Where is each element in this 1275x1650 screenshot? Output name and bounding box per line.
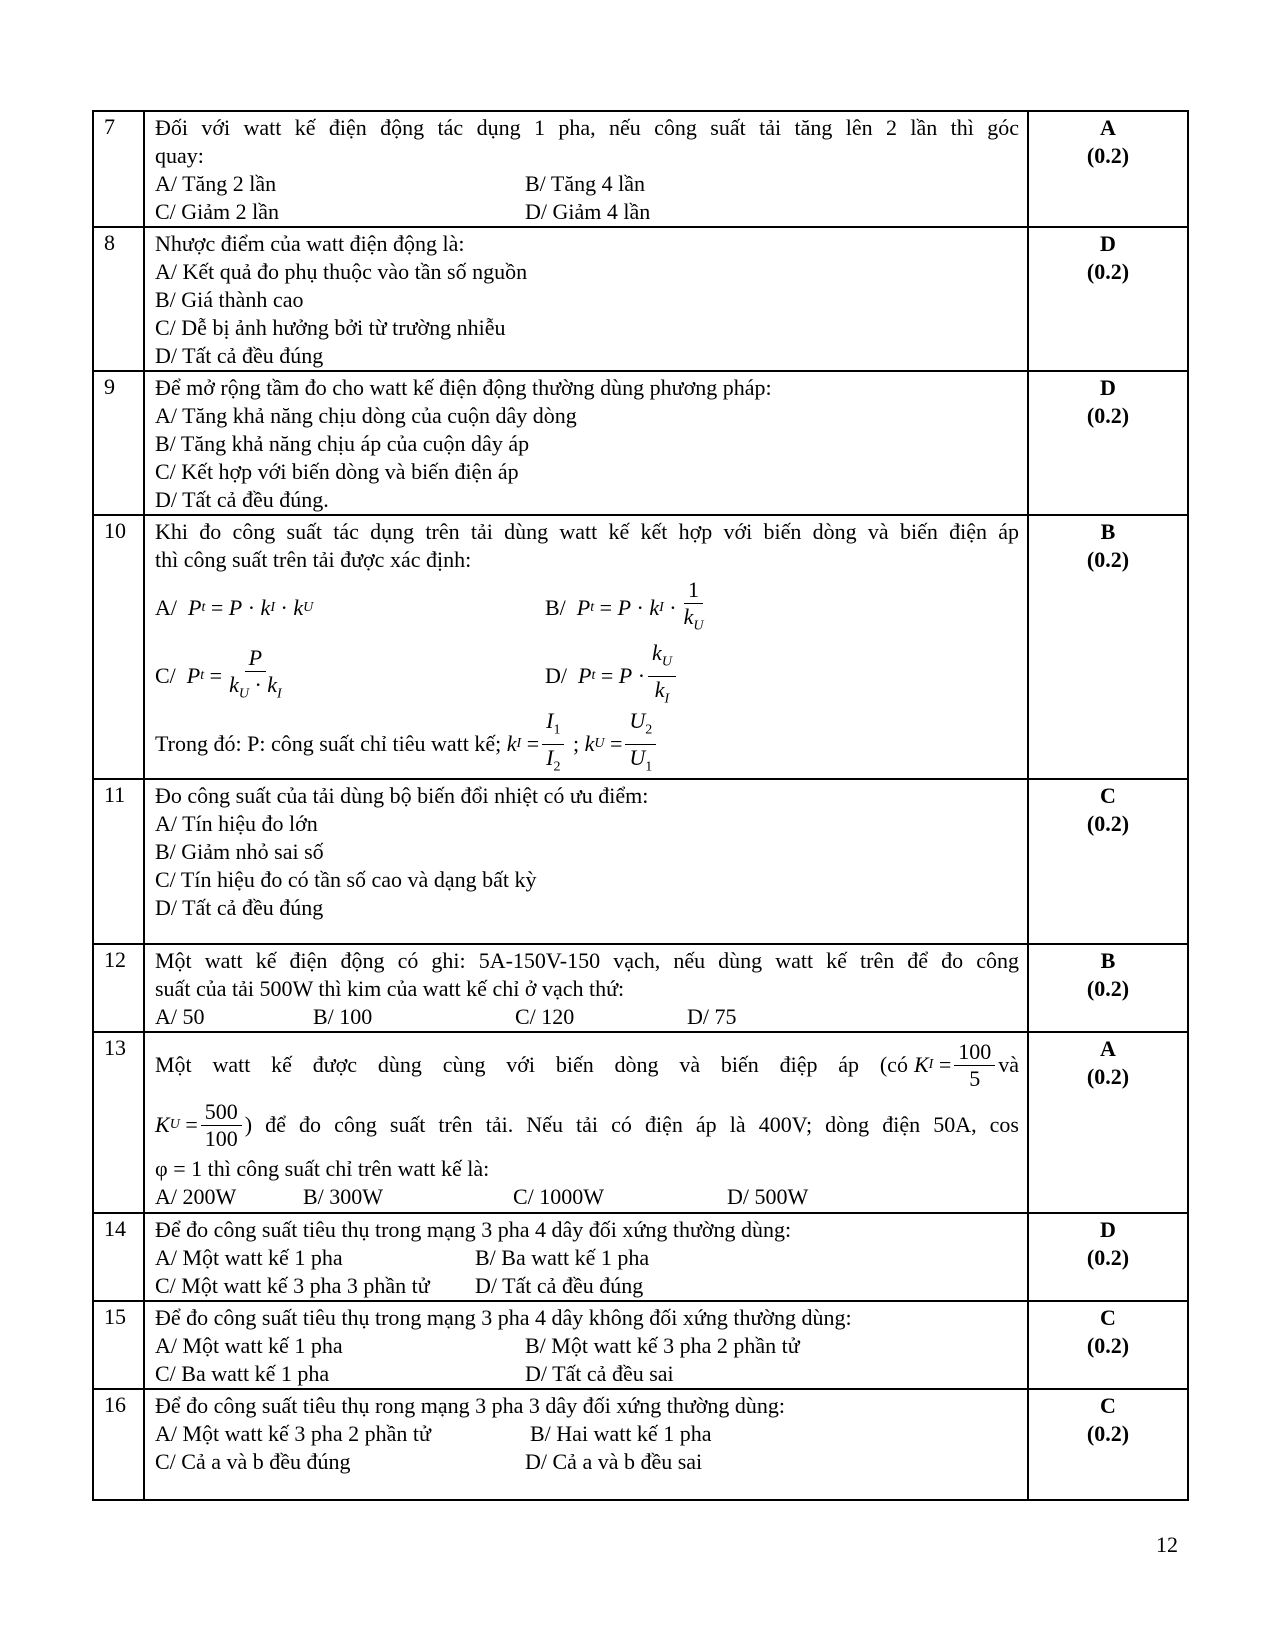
question-row <box>93 1301 1188 1389</box>
formula-b: P t = P · k I · $\frac{1}{k_U}$ <box>576 576 704 634</box>
question-row <box>93 371 1188 515</box>
question-number: 16 <box>93 1389 144 1500</box>
question-content: Một watt kế điện động có ghi: 5A-150V-150 vạch, nếu dùng watt kế trên để đo công suất của tải 500W thì kim của watt kế chỉ ở vạch thứ: A/ 50 B/ 100 C/ 120 D/ 75 <box>144 944 1028 1032</box>
question-number: 14 <box>93 1213 144 1301</box>
question-content: Nhược điểm của watt điện động là: A/ Kết quả đo phụ thuộc vào tần số nguồn B/ Giá thành cao C/ Dễ bị ảnh hưởng bởi từ trường nhiễu D/ Tất cả đều đúng <box>144 227 1028 371</box>
question-row <box>93 227 1188 371</box>
question-content: Để mở rộng tầm đo cho watt kế điện động thường dùng phương pháp: A/ Tăng khả năng chịu dòng của cuộn dây dòng B/ Tăng khả năng chịu áp của cuộn dây áp C/ Kết hợp với biến dòng và biến điện áp D/ Tất cả đều đúng. <box>144 371 1028 515</box>
question-content: Để đo công suất tiêu thụ trong mạng 3 pha 4 dây không đối xứng thường dùng: A/ Một watt kế 1 pha B/ Một watt kế 3 pha 2 phần tử C/ Ba watt kế 1 pha D/ Tất cả đều sai <box>144 1301 1028 1389</box>
question-row <box>93 1032 1188 1213</box>
question-content: Khi đo công suất tác dụng trên tải dùng watt kế kết hợp với biến dòng và biến điện áp thì công suất trên tải được xác định: A/ P t = P · k I · k U B/ P t = P · k I · $\frac{1}{k_U}$ C/ P t = $\frac{P}{k_U \cdot k_I}$ D/ P t = P · $\frac{k_U}{k_I}$ Trong đó: P: công suất chỉ tiêu watt kế; k I = $\frac{I_1}{I_2}$ ; k U = $\frac{U_2}{U_1}$ <box>144 515 1028 779</box>
question-content: Một watt kế được dùng cùng với biến dòng và biến điệp áp (có K I = $\frac{100}{5}$ và K U = $\frac{500}{100}$ ) để đo công suất trên tải. Nếu tải có điện áp là 400V; dòng điện 50A, cos φ = 1 thì công suất chỉ trên watt kế là: A/ 200W B/ 300W C/ 1000W D/ 500W <box>144 1032 1028 1213</box>
formula-c: P t = $\frac{P}{k_U \cdot k_I}$ <box>186 644 282 702</box>
question-content: Đo công suất của tải dùng bộ biến đổi nhiệt có ưu điểm: A/ Tín hiệu đo lớn B/ Giảm nhỏ sai số C/ Tín hiệu đo có tần số cao và dạng bất kỳ D/ Tất cả đều đúng <box>144 779 1028 944</box>
question-number: 9 <box>93 371 144 515</box>
question-content: Để đo công suất tiêu thụ rong mạng 3 pha 3 dây đối xứng thường dùng: A/ Một watt kế 3 pha 2 phần tử B/ Hai watt kế 1 pha C/ Cả a và b đều đúng D/ Cả a và b đều sai <box>144 1389 1028 1500</box>
question-number: 10 <box>93 515 144 779</box>
question-number: 7 <box>93 111 144 227</box>
question-content: Đối với watt kế điện động tác dụng 1 pha, nếu công suất tải tăng lên 2 lần thì góc quay: A/ Tăng 2 lần B/ Tăng 4 lần C/ Giảm 2 lần D/ Giảm 4 lần <box>144 111 1028 227</box>
answer-cell: B (0.2) <box>1028 944 1188 1032</box>
answer-cell: C (0.2) <box>1028 779 1188 944</box>
question-content: Để đo công suất tiêu thụ trong mạng 3 pha 4 dây đối xứng thường dùng: A/ Một watt kế 1 pha B/ Ba watt kế 1 pha C/ Một watt kế 3 pha 3 phần tử D/ Tất cả đều đúng <box>144 1213 1028 1301</box>
question-number: 15 <box>93 1301 144 1389</box>
formula-d: P t = P · $\frac{k_U}{k_I}$ <box>578 640 679 712</box>
answer-cell: C (0.2) <box>1028 1389 1188 1500</box>
answer-cell: B (0.2) <box>1028 515 1188 779</box>
formula-ki: k I = $\frac{I_1}{I_2}$ <box>507 708 568 780</box>
answer-cell: C (0.2) <box>1028 1301 1188 1389</box>
question-row <box>93 1389 1188 1500</box>
question-number: 12 <box>93 944 144 1032</box>
answer-cell: D (0.2) <box>1028 227 1188 371</box>
answer-cell: A (0.2) <box>1028 111 1188 227</box>
formula-ki: K I = $\frac{100}{5}$ <box>914 1039 998 1092</box>
formula-ku: K U = $\frac{500}{100}$ <box>155 1099 245 1152</box>
question-row <box>93 515 1188 779</box>
formula-a: P t = P · k I · k U <box>188 595 314 620</box>
question-number: 13 <box>93 1032 144 1213</box>
answer-cell: A (0.2) <box>1028 1032 1188 1213</box>
question-number: 11 <box>93 779 144 944</box>
question-number: 8 <box>93 227 144 371</box>
formula-row: Trong đó: P: công suất chỉ tiêu watt kế; k I = $\frac{I_1}{I_2}$ ; k U = $\frac{U_2}{U_1}$ <box>155 710 1019 778</box>
answer-cell: D (0.2) <box>1028 371 1188 515</box>
answer-cell: D (0.2) <box>1028 1213 1188 1301</box>
question-row <box>93 1213 1188 1301</box>
formula-ku: k U = $\frac{U_2}{U_1}$ <box>585 708 660 780</box>
formula-row: C/ P t = $\frac{P}{k_U \cdot k_I}$ D/ P t = P · $\frac{k_U}{k_I}$ <box>155 642 1019 710</box>
question-row <box>93 111 1188 227</box>
page-number: 12 <box>1156 1532 1178 1557</box>
formula-row: A/ P t = P · k I · k U B/ P t = P · k I · $\frac{1}{k_U}$ <box>155 574 1019 642</box>
question-row <box>93 779 1188 944</box>
question-row <box>93 944 1188 1032</box>
answer-key-table <box>92 110 1189 1501</box>
